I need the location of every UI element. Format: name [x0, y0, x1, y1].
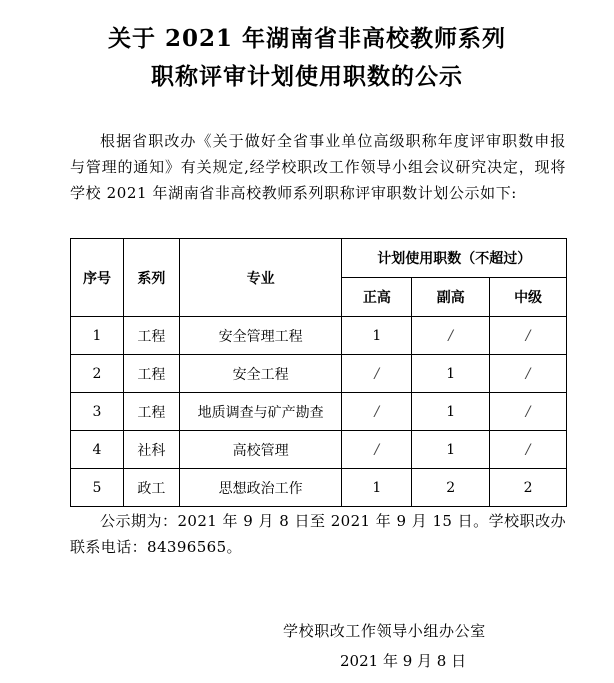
cell-major: 安全管理工程 — [179, 317, 342, 355]
cell-series: 政工 — [123, 469, 179, 507]
table-row — [71, 355, 567, 393]
header-series: 系列 — [123, 239, 179, 317]
cell-associate: / — [412, 317, 490, 355]
header-major: 专业 — [179, 239, 342, 317]
cell-seq: 1 — [71, 317, 124, 355]
header-seq: 序号 — [71, 239, 124, 317]
cell-intermediate: / — [490, 317, 567, 355]
cell-seq: 2 — [71, 355, 124, 393]
cell-seq: 5 — [71, 469, 124, 507]
cell-associate: 1 — [412, 355, 490, 393]
cell-senior: / — [342, 393, 412, 431]
table-row — [71, 317, 567, 355]
cell-senior: 1 — [342, 469, 412, 507]
intro-paragraph: 根据省职改办《关于做好全省事业单位高级职称年度评审职数申报与管理的通知》有关规定,经学校职改工作领导小组会议研究决定，现将学校 2021 年湖南省非高校教师系列职称评审职数计划公示如下: — [70, 132, 566, 202]
cell-senior: 1 — [342, 317, 412, 355]
cell-seq: 4 — [71, 431, 124, 469]
cell-major: 高校管理 — [179, 431, 342, 469]
cell-series: 工程 — [123, 393, 179, 431]
cell-major: 安全工程 — [179, 355, 342, 393]
cell-associate: 1 — [412, 431, 490, 469]
cell-senior: / — [342, 355, 412, 393]
cell-associate: 2 — [412, 469, 490, 507]
header-associate: 副高 — [412, 278, 490, 317]
header-intermediate: 中级 — [490, 278, 567, 317]
header-quota-group: 计划使用职数（不超过） — [342, 239, 567, 278]
date: 2021 年 9 月 8 日 — [340, 652, 467, 670]
cell-series: 工程 — [123, 355, 179, 393]
cell-seq: 3 — [71, 393, 124, 431]
cell-series: 工程 — [123, 317, 179, 355]
table-row — [71, 393, 567, 431]
cell-major: 思想政治工作 — [179, 469, 342, 507]
table-row — [71, 431, 567, 469]
cell-senior: / — [342, 431, 412, 469]
cell-intermediate: / — [490, 393, 567, 431]
cell-series: 社科 — [123, 431, 179, 469]
quota-table — [70, 238, 567, 507]
signature: 学校职改工作领导小组办公室 — [283, 622, 486, 640]
title-line-2: 职称评审计划使用职数的公示 — [151, 63, 463, 90]
cell-major: 地质调查与矿产勘查 — [179, 393, 342, 431]
header-senior: 正高 — [342, 278, 412, 317]
cell-intermediate: / — [490, 355, 567, 393]
title-line-1: 关于 2021 年湖南省非高校教师系列 — [107, 25, 507, 52]
cell-intermediate: 2 — [490, 469, 567, 507]
header-row — [71, 239, 567, 278]
table-row — [71, 469, 567, 507]
cell-intermediate: / — [490, 431, 567, 469]
cell-associate: 1 — [412, 393, 490, 431]
notice-paragraph: 公示期为：2021 年 9 月 8 日至 2021 年 9 月 15 日。学校职改办联系电话：84396565。 — [70, 512, 566, 556]
